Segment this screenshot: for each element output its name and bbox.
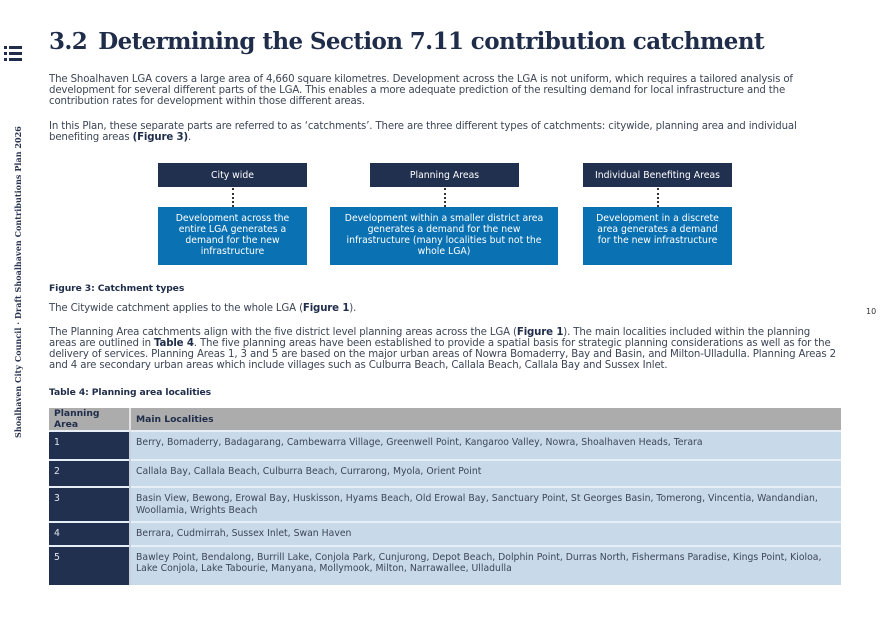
section-title: Determining the Section 7.11 contribution catchment bbox=[98, 28, 764, 55]
planning-area-localities-table bbox=[49, 408, 841, 585]
description-text: Development within a smaller district area generates a demand for the new infrastructure (many localities but not the whole LGA) bbox=[344, 213, 544, 257]
catchment-planning-areas-header: Planning Areas bbox=[370, 163, 519, 187]
list-line bbox=[9, 46, 22, 48]
table-row bbox=[49, 522, 841, 546]
description-text: Development in a discrete area generates a demand for the new infrastructure bbox=[596, 213, 719, 246]
localities-cell: Bawley Point, Bendalong, Burrill Lake, Conjola Park, Cunjurong, Depot Beach, Dolphin Point, Durras North, Fishermans Paradise, Kings Point, Kioloa, Lake Conjola, Lake Tabourie, Manyana, Mollymook, Milton, Narrawallee, Ulladulla bbox=[130, 546, 841, 585]
table-caption: Table 4: Planning area localities bbox=[49, 387, 212, 398]
column-header-planning-area: Planning Area bbox=[49, 408, 130, 431]
list-line bbox=[9, 52, 22, 54]
text: . bbox=[187, 132, 192, 143]
table-header-row bbox=[49, 408, 841, 431]
table-row bbox=[49, 460, 841, 487]
localities-cell: Berry, Bomaderry, Badagarang, Cambewarra Village, Greenwell Point, Kangaroo Valley, Nowra, Shoalhaven Heads, Terara bbox=[130, 431, 841, 460]
list-bullet bbox=[4, 52, 7, 55]
intro-paragraph: The Shoalhaven LGA covers a large area of 4,660 square kilometres. Development across the LGA is not uniform, which requires a tailored analysis of development for several different parts of the LGA. This enables a more adequate prediction of the resulting demand for local infrastructure and the contribution rates for development within those different areas. bbox=[49, 74, 793, 107]
catchment-citywide-description bbox=[158, 207, 307, 265]
table-4-reference[interactable]: Table 4 bbox=[153, 338, 194, 349]
figure-1-reference[interactable]: Figure 1 bbox=[302, 303, 350, 314]
section-number: 3.2 bbox=[49, 28, 88, 55]
catchment-individual-areas-header: Individual Benefiting Areas bbox=[583, 163, 732, 187]
column-header-main-localities: Main Localities bbox=[130, 408, 841, 431]
section-heading bbox=[49, 28, 764, 55]
text: In this Plan, these separate parts are referred to as ‘catchments’. There are three different types of catchments: citywide, planning area and individual benefiting areas bbox=[49, 121, 797, 143]
list-bullet bbox=[4, 46, 7, 49]
localities-cell: Basin View, Bewong, Erowal Bay, Huskisson, Hyams Beach, Old Erowal Bay, Sanctuary Point, St Georges Basin, Tomerong, Vincentia, Wandandian, Woollamia, Wrights Beach bbox=[130, 487, 841, 522]
planning-area-cell: 2 bbox=[49, 460, 130, 487]
table-row bbox=[49, 546, 841, 585]
table-row bbox=[49, 431, 841, 460]
description-text: Development across the entire LGA generates a demand for the new infrastructure bbox=[175, 213, 290, 257]
text: The Planning Area catchments align with the five district level planning areas across the LGA ( bbox=[49, 327, 517, 338]
planning-area-paragraph bbox=[49, 327, 839, 371]
table-row bbox=[49, 487, 841, 522]
text: ). bbox=[349, 303, 357, 314]
dotted-connector bbox=[657, 188, 659, 207]
planning-area-cell: 5 bbox=[49, 546, 130, 585]
list-bullet bbox=[4, 58, 7, 61]
catchments-paragraph bbox=[49, 121, 839, 143]
dotted-connector bbox=[444, 188, 446, 207]
catchment-citywide-header: City wide bbox=[158, 163, 307, 187]
catchment-planning-areas-description bbox=[330, 207, 558, 265]
page-number: 10 bbox=[866, 307, 877, 316]
text: The Citywide catchment applies to the whole LGA ( bbox=[49, 303, 303, 314]
catchment-individual-areas-description bbox=[583, 207, 732, 265]
localities-cell: Callala Bay, Callala Beach, Culburra Beach, Currarong, Myola, Orient Point bbox=[130, 460, 841, 487]
table-of-contents-icon[interactable] bbox=[4, 46, 22, 62]
figure-3-reference[interactable]: (Figure 3) bbox=[132, 132, 188, 143]
text: . The five planning areas have been established to provide a spatial basis for strategic planning considerations as well as for the delivery of services. Planning Areas 1, 3 and 5 are based on the major urban areas of Nowra Bomaderry, Bay and Basin, and Milton-Ulladulla. Planning Areas 2 and 4 are secondary urban areas which include villages such as Culburra Beach, Callala Beach, Callala Bay and Sussex Inlet. bbox=[49, 338, 836, 371]
planning-area-cell: 1 bbox=[49, 431, 130, 460]
figure-caption: Figure 3: Catchment types bbox=[49, 283, 185, 294]
localities-cell: Berrara, Cudmirrah, Sussex Inlet, Swan Haven bbox=[130, 522, 841, 546]
figure-1-reference[interactable]: Figure 1 bbox=[516, 327, 564, 338]
planning-area-cell: 4 bbox=[49, 522, 130, 546]
document-running-title: Shoalhaven City Council · Draft Shoalhaven Contributions Plan 2026 bbox=[13, 126, 23, 438]
planning-area-cell: 3 bbox=[49, 487, 130, 522]
citywide-paragraph bbox=[49, 303, 839, 314]
list-line bbox=[9, 58, 22, 60]
text: ). The main localities included within the planning areas are outlined in bbox=[49, 327, 811, 349]
dotted-connector bbox=[232, 188, 234, 207]
